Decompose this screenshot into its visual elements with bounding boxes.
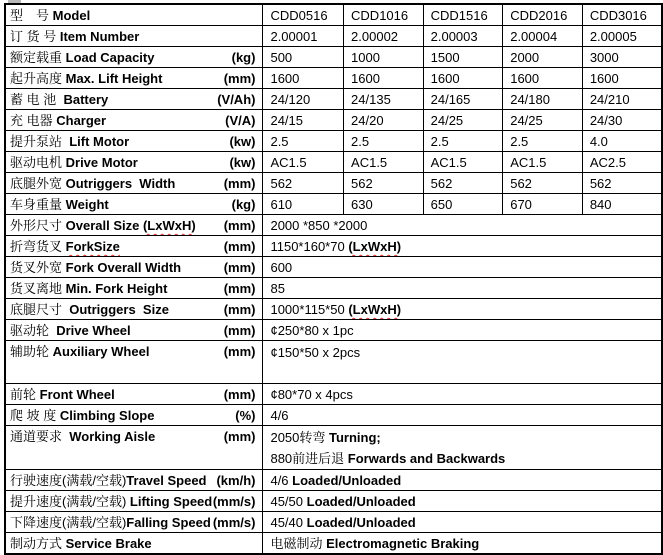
row-label-cell	[5, 320, 263, 341]
text-segment: Fork Overall Width	[65, 260, 182, 275]
value-cell-span	[263, 491, 662, 512]
text-segment: 2050转弯	[270, 430, 330, 445]
value-cell: 500	[263, 47, 344, 68]
unit-label: (mm)	[223, 302, 256, 317]
row-label	[10, 300, 169, 319]
unit-label: (mm)	[223, 323, 256, 338]
table-row	[5, 491, 662, 512]
text-segment: ¢80*70 x 4pcs	[270, 387, 353, 402]
table-row	[5, 384, 662, 405]
unit-label: (mm)	[223, 176, 256, 191]
row-label	[10, 216, 196, 235]
text-segment: 提升泵站	[10, 134, 70, 149]
table-row	[5, 194, 662, 215]
unit-label: (%)	[235, 408, 256, 423]
unit-label: (V/A)	[225, 113, 256, 128]
text-segment: 前轮	[10, 387, 40, 402]
table-row	[5, 426, 662, 470]
text-segment: Min. Fork Height	[65, 281, 168, 296]
value-cell-span	[263, 405, 662, 426]
row-label	[10, 342, 149, 361]
text-segment: Falling Speed	[126, 515, 211, 530]
text-segment: Charger	[56, 113, 107, 128]
spec-table	[4, 3, 663, 555]
row-label-cell	[5, 426, 263, 470]
value-cell: 3000	[582, 47, 662, 68]
row-label-cell	[5, 533, 263, 555]
value-cell: 24/25	[503, 110, 583, 131]
spec-table-body	[5, 4, 662, 554]
text-segment: 起升高度	[10, 71, 66, 86]
value-cell: 1600	[582, 68, 662, 89]
text-segment: 提升速度(满载/空载)	[10, 494, 130, 509]
value-cell-span	[263, 320, 662, 341]
row-label-cell	[5, 341, 263, 384]
table-row	[5, 405, 662, 426]
value-cell: 24/120	[263, 89, 344, 110]
text-segment: 充 电器	[10, 113, 57, 128]
unit-label: (mm)	[223, 218, 256, 233]
text-segment: ¢150*50 x 2pcs	[270, 345, 361, 360]
unit-label: (mm)	[223, 387, 256, 402]
table-row	[5, 110, 662, 131]
row-label	[10, 6, 90, 25]
table-row	[5, 47, 662, 68]
text-segment: 45/40	[270, 515, 307, 530]
row-label-cell	[5, 26, 263, 47]
value-cell-span	[263, 215, 662, 236]
value-cell-span	[263, 299, 662, 320]
text-segment: Model	[52, 8, 91, 23]
row-label	[10, 406, 154, 425]
text-segment: Loaded/Unloaded	[292, 473, 402, 488]
value-cell: 1600	[344, 68, 424, 89]
text-segment: Max. Lift Height	[65, 71, 163, 86]
table-row	[5, 236, 662, 257]
row-label	[10, 174, 175, 193]
table-row	[5, 131, 662, 152]
row-label-cell	[5, 299, 263, 320]
value-cell-span	[263, 384, 662, 405]
value-cell-span	[263, 341, 662, 384]
row-label-cell	[5, 405, 263, 426]
text-segment: 货叉离地	[10, 281, 66, 296]
text-segment: 4/6	[270, 408, 289, 423]
value-cell: CDD1516	[423, 4, 503, 26]
text-segment: Outriggers Size	[69, 302, 169, 317]
value-cell: 4.0	[582, 131, 662, 152]
text-segment: Drive Motor	[65, 155, 138, 170]
unit-label: (mm/s)	[212, 515, 256, 530]
row-label	[10, 534, 152, 553]
table-row	[5, 278, 662, 299]
row-label-cell	[5, 68, 263, 89]
text-segment: 爬 坡 度	[10, 408, 60, 423]
table-row	[5, 4, 662, 26]
value-cell-span	[263, 278, 662, 299]
text-segment: 车身重量	[10, 197, 66, 212]
value-cell: 562	[423, 173, 503, 194]
row-label-cell	[5, 173, 263, 194]
row-label-cell	[5, 89, 263, 110]
text-segment: 蓄 电 池	[10, 92, 64, 107]
value-cell: 562	[344, 173, 424, 194]
text-segment: Electromagnetic Braking	[326, 536, 480, 551]
table-row	[5, 470, 662, 491]
value-cell-span	[263, 470, 662, 491]
value-cell: 24/30	[582, 110, 662, 131]
value-cell: CDD0516	[263, 4, 344, 26]
row-label	[10, 90, 108, 109]
row-label	[10, 427, 155, 446]
text-segment: Lift Motor	[69, 134, 130, 149]
text-segment: Travel Speed	[126, 473, 207, 488]
text-segment: Item Number	[59, 29, 140, 44]
row-label	[10, 513, 211, 532]
unit-label: (mm)	[223, 429, 256, 444]
text-segment: 600	[270, 260, 293, 275]
spellcheck-flagged-text: (LxWxH)	[142, 218, 196, 233]
unit-label: (mm)	[223, 260, 256, 275]
row-label-cell	[5, 47, 263, 68]
value-cell: 24/20	[344, 110, 424, 131]
value-cell: CDD2016	[503, 4, 583, 26]
value-cell: AC1.5	[423, 152, 503, 173]
spellcheck-flagged-text: ForkSize	[65, 239, 120, 254]
table-row	[5, 68, 662, 89]
value-cell: 24/180	[503, 89, 583, 110]
text-segment: Loaded/Unloaded	[306, 515, 416, 530]
value-cell: 2.00002	[344, 26, 424, 47]
text-segment: 1150*160*70	[270, 239, 349, 254]
value-cell: 1500	[423, 47, 503, 68]
text-segment: Drive Wheel	[56, 323, 131, 338]
text-segment: Auxiliary Wheel	[52, 344, 150, 359]
unit-label: (mm)	[223, 344, 256, 359]
row-label-cell	[5, 384, 263, 405]
row-label	[10, 132, 129, 151]
row-label	[10, 111, 106, 130]
row-label	[10, 27, 139, 46]
text-segment: 880前进后退	[270, 451, 348, 466]
value-cell: 2.5	[263, 131, 344, 152]
table-row	[5, 215, 662, 236]
value-cell-span	[263, 236, 662, 257]
text-segment: 4/6	[270, 473, 293, 488]
unit-label: (kw)	[229, 134, 256, 149]
text-segment: 1000*115*50	[270, 302, 349, 317]
row-label	[10, 153, 138, 172]
text-segment: 底腿尺寸	[10, 302, 70, 317]
value-cell-span	[263, 426, 662, 470]
text-segment: Working Aisle	[69, 429, 156, 444]
value-cell: 562	[503, 173, 583, 194]
unit-label: (kg)	[231, 50, 256, 65]
row-label	[10, 195, 109, 214]
table-row	[5, 299, 662, 320]
value-cell: 2.00001	[263, 26, 344, 47]
value-cell: 650	[423, 194, 503, 215]
text-segment: 底腿外宽	[10, 176, 66, 191]
value-cell: 24/165	[423, 89, 503, 110]
text-segment: 85	[270, 281, 285, 296]
value-cell: 1600	[503, 68, 583, 89]
text-segment: Outriggers Width	[65, 176, 176, 191]
value-cell: CDD1016	[344, 4, 424, 26]
row-label-cell	[5, 278, 263, 299]
value-cell: AC1.5	[263, 152, 344, 173]
text-segment: 通道要求	[10, 429, 70, 444]
row-label	[10, 492, 212, 511]
text-segment: 型 号	[10, 8, 53, 23]
table-row	[5, 257, 662, 278]
text-segment: 2000 *850 *2000	[270, 218, 368, 233]
row-label-cell	[5, 512, 263, 533]
row-label	[10, 471, 207, 490]
text-segment: 制动方式	[10, 536, 66, 551]
text-segment: ¢250*80 x 1pc	[270, 323, 354, 338]
value-cell: 562	[582, 173, 662, 194]
text-segment: Service Brake	[65, 536, 152, 551]
value-cell: 562	[263, 173, 344, 194]
row-label-cell	[5, 194, 263, 215]
value-cell: 2.5	[423, 131, 503, 152]
unit-label: (V/Ah)	[217, 92, 256, 107]
row-label-cell	[5, 236, 263, 257]
table-row	[5, 512, 662, 533]
row-label	[10, 258, 181, 277]
unit-label: (kw)	[229, 155, 256, 170]
value-cell-span	[263, 257, 662, 278]
value-cell: 840	[582, 194, 662, 215]
text-segment: 外形尺寸	[10, 218, 66, 233]
text-segment: Battery	[63, 92, 109, 107]
value-cell: 2.00005	[582, 26, 662, 47]
row-label	[10, 48, 154, 67]
value-cell: 630	[344, 194, 424, 215]
value-cell: 24/25	[423, 110, 503, 131]
text-segment: 货叉外宽	[10, 260, 66, 275]
unit-label: (mm)	[223, 239, 256, 254]
value-cell: 2000	[503, 47, 583, 68]
row-label	[10, 279, 167, 298]
text-segment: Overall Size	[65, 218, 143, 233]
text-segment: Front Wheel	[39, 387, 115, 402]
row-label-cell	[5, 491, 263, 512]
value-cell: 1000	[344, 47, 424, 68]
row-label-cell	[5, 131, 263, 152]
table-row	[5, 533, 662, 555]
row-label-cell	[5, 110, 263, 131]
text-segment: Loaded/Unloaded	[306, 494, 416, 509]
unit-label: (mm/s)	[212, 494, 256, 509]
spellcheck-flagged-text: (LxWxH)	[348, 302, 402, 317]
text-segment: 电磁制动	[270, 536, 327, 551]
text-segment: Forwards and Backwards	[347, 451, 506, 466]
table-row	[5, 173, 662, 194]
text-segment: 45/50	[270, 494, 307, 509]
value-cell: AC1.5	[503, 152, 583, 173]
value-cell: 24/135	[344, 89, 424, 110]
row-label	[10, 237, 120, 256]
value-cell: 1600	[263, 68, 344, 89]
value-cell: 670	[503, 194, 583, 215]
unit-label: (mm)	[223, 71, 256, 86]
row-label-cell	[5, 4, 263, 26]
value-cell-span	[263, 533, 662, 555]
text-segment: 订 货 号	[10, 29, 60, 44]
text-segment: 驱动电机	[10, 155, 66, 170]
value-cell: 24/15	[263, 110, 344, 131]
value-cell-span	[263, 512, 662, 533]
value-cell: 2.00004	[503, 26, 583, 47]
text-segment: 下降速度(满载/空载)	[10, 515, 127, 530]
row-label-cell	[5, 152, 263, 173]
text-segment: 额定载重	[10, 50, 66, 65]
unit-label: (mm)	[223, 281, 256, 296]
row-label	[10, 69, 162, 88]
text-segment: 折弯货叉	[10, 239, 66, 254]
row-label-cell	[5, 257, 263, 278]
value-cell: 1600	[423, 68, 503, 89]
table-row	[5, 89, 662, 110]
value-cell: AC2.5	[582, 152, 662, 173]
value-cell: 2.00003	[423, 26, 503, 47]
row-label	[10, 385, 115, 404]
text-segment: Weight	[65, 197, 109, 212]
text-segment: 行驶速度(满载/空载)	[10, 473, 127, 488]
table-row	[5, 341, 662, 384]
text-segment: Lifting Speed	[129, 494, 213, 509]
text-segment: Turning;	[329, 430, 381, 445]
row-label	[10, 321, 131, 340]
row-label-cell	[5, 470, 263, 491]
text-segment: Load Capacity	[65, 50, 155, 65]
text-segment: Climbing Slope	[59, 408, 155, 423]
unit-label: (km/h)	[216, 473, 256, 488]
table-row	[5, 26, 662, 47]
table-row	[5, 320, 662, 341]
value-cell: 610	[263, 194, 344, 215]
text-segment: 辅助轮	[10, 344, 53, 359]
value-cell: 24/210	[582, 89, 662, 110]
unit-label: (kg)	[231, 197, 256, 212]
value-cell: 2.5	[344, 131, 424, 152]
text-segment: 驱动轮	[10, 323, 57, 338]
row-label-cell	[5, 215, 263, 236]
value-cell: CDD3016	[582, 4, 662, 26]
spellcheck-flagged-text: (LxWxH)	[348, 239, 402, 254]
value-cell: 2.5	[503, 131, 583, 152]
value-cell: AC1.5	[344, 152, 424, 173]
table-row	[5, 152, 662, 173]
